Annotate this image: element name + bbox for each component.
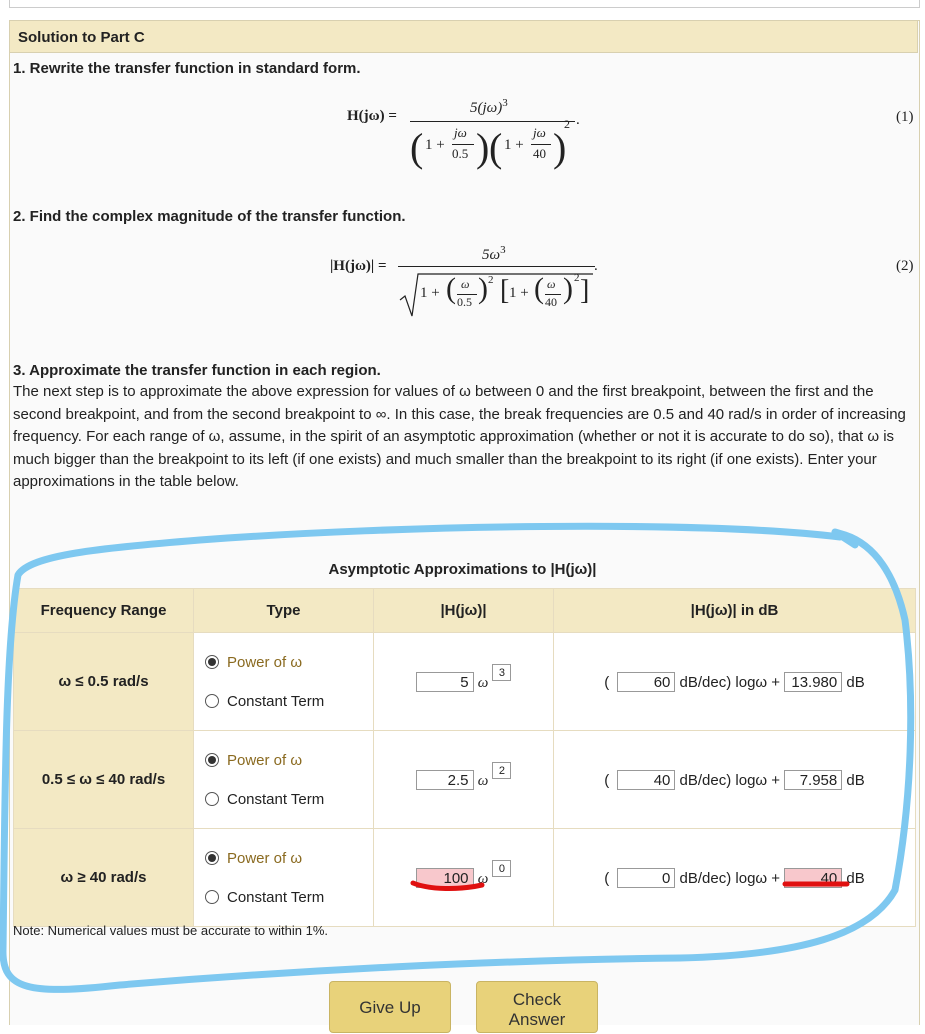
table-row [14,829,916,927]
eq2-fraction-bar [398,266,595,267]
check-answer-button[interactable]: Check Answer [476,981,598,1033]
eq1-den-b-den: 40 [533,146,546,161]
give-up-button[interactable]: Give Up [329,981,451,1033]
eq2-numerator: $5\omega^3$ [482,244,506,263]
slope-input[interactable]: 0 [617,868,675,888]
exponent-input[interactable]: 0 [492,860,511,877]
step-3-label: 3. Approximate the transfer function in each region. [13,362,381,379]
offset-input[interactable]: 13.980 [784,672,842,692]
col-magnitude: |H(jω)| [374,589,554,633]
db-cell: ( 0 dB/dec) logω + 40 dB [554,829,916,927]
radio-power[interactable]: Power of ω [205,654,372,671]
radio-button-selected[interactable] [205,851,219,865]
table-row [14,633,916,731]
coefficient-input[interactable]: 2.5 [416,770,474,790]
panel-title: Solution to Part C [9,20,918,53]
equation-2-number: (2) [896,258,914,274]
eq1-lhs: H(jω) = [347,108,397,124]
radio-constant[interactable]: Constant Term [205,693,372,710]
approximation-table [13,588,916,927]
col-type: Type [194,589,374,633]
exponent-input[interactable]: 3 [492,664,511,681]
db-cell: ( 60 dB/dec) logω + 13.980 dB [554,633,916,731]
slope-input[interactable]: 40 [617,770,675,790]
offset-input-incorrect[interactable]: 40 [784,868,842,888]
eq1-den-a-num: jω [454,125,467,140]
eq1-den-b-exp: 2 [564,117,570,131]
table-title: Asymptotic Approximations to |H(jω)| [328,561,597,578]
eq1-numerator: $5(j\omega)^3$ [470,97,508,116]
step-2-label: 2. Find the complex magnitude of the transfer function. [13,208,406,225]
radio-constant[interactable]: Constant Term [205,791,372,808]
eq1-fraction-bar [410,121,575,122]
range-cell: 0.5 ≤ ω ≤ 40 rad/s [14,731,194,829]
radio-button-selected[interactable] [205,655,219,669]
range-cell: ω ≤ 0.5 rad/s [14,633,194,731]
radio-button[interactable] [205,792,219,806]
equation-1-number: (1) [896,109,914,125]
db-cell: ( 40 dB/dec) logω + 7.958 dB [554,731,916,829]
magnitude-cell: 100 ω 0 [374,829,554,927]
type-cell [194,829,374,927]
magnitude-cell: 5 ω 3 [374,633,554,731]
accuracy-note: Note: Numerical values must be accurate to within 1%. [13,923,329,938]
radio-power[interactable]: Power of ω [205,850,372,867]
col-frequency-range: Frequency Range [14,589,194,633]
table-header-row [14,589,916,633]
coefficient-input-incorrect[interactable]: 100 [416,868,474,888]
radio-power[interactable]: Power of ω [205,752,372,769]
type-cell [194,731,374,829]
radio-button-selected[interactable] [205,753,219,767]
step-1-label: 1. Rewrite the transfer function in standard form. [13,60,361,77]
offset-input[interactable]: 7.958 [784,770,842,790]
instructions-paragraph: The next step is to approximate the above expression for values of ω between 0 and the first breakpoint, between the first and the second breakpoint, and from the second breakpoint to ∞. In this case, the break frequencies are 0.5 and 40 rad/s in order of increasing frequency. For each range of ω, assume, in the spirit of an asymptotic approximation (whether or not it is accurate to do so), that ω is much bigger than the breakpoint to its left (if one exists) and much smaller than the breakpoint to its right (if one exists). Enter your approximations in the table below. [13,383,906,490]
exponent-input[interactable]: 2 [492,762,511,779]
col-magnitude-db: |H(jω)| in dB [554,589,916,633]
radio-button[interactable] [205,890,219,904]
magnitude-cell: 2.5 ω 2 [374,731,554,829]
slope-input[interactable]: 60 [617,672,675,692]
radio-button[interactable] [205,694,219,708]
range-cell: ω ≥ 40 rad/s [14,829,194,927]
type-cell [194,633,374,731]
eq1-den-a-den: 0.5 [452,146,469,161]
radio-constant[interactable]: Constant Term [205,889,372,906]
eq1-den-b-num: jω [533,125,546,140]
table-row [14,731,916,829]
coefficient-input[interactable]: 5 [416,672,474,692]
previous-panel-edge [9,0,920,8]
eq2-lhs: |H(jω)| = [330,258,387,274]
